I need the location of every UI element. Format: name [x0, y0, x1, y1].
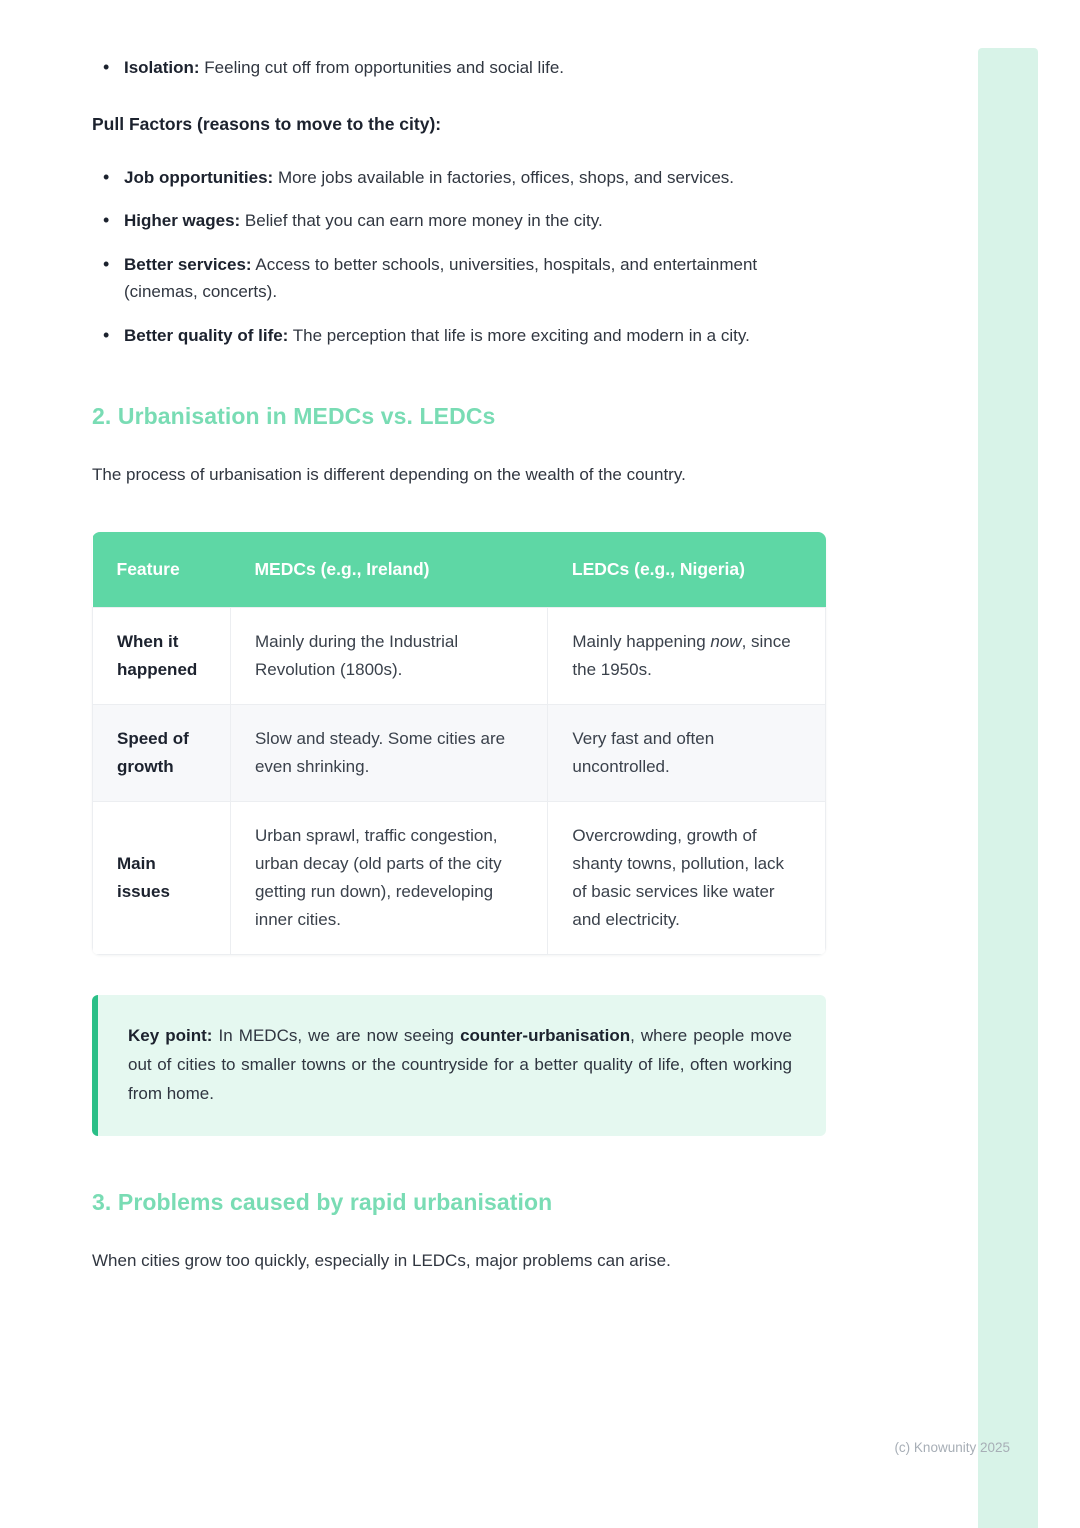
table-header-row — [93, 532, 826, 607]
medc-cell: Slow and steady. Some cities are even shrinking. — [230, 704, 547, 801]
key-point-callout — [92, 995, 826, 1136]
key-point-text-2: , where people move out of cities to smaller towns or the countryside for a better quality of life, often working from home. — [128, 1026, 792, 1103]
medc-ledc-comparison-table — [92, 532, 826, 955]
bullet-text: More jobs available in factories, offices, shops, and services. — [273, 167, 735, 187]
ledc-text-italic: now — [710, 631, 742, 651]
list-item-better-services — [92, 251, 826, 306]
ledc-text-pre: Mainly happening — [572, 631, 711, 651]
ledc-cell: Very fast and often uncontrolled. — [548, 704, 826, 801]
page-content — [92, 48, 826, 1274]
pull-factors-heading: Pull Factors (reasons to move to the city): — [92, 113, 442, 134]
feature-cell: Speed of growth — [93, 704, 231, 801]
list-item-higher-wages — [92, 207, 826, 235]
bullet-label: Better quality of life: — [124, 326, 289, 345]
ledc-cell: Overcrowding, growth of shanty towns, pollution, lack of basic services like water and electricity. — [548, 801, 826, 954]
table-row-when-it-happened — [93, 607, 826, 704]
decorative-side-strip — [978, 48, 1038, 1528]
copyright-footer: (c) Knowunity 2025 — [894, 1440, 1010, 1455]
table-header-ledcs: LEDCs (e.g., Nigeria) — [548, 532, 826, 607]
isolation-bullet-list — [92, 54, 826, 82]
list-item-isolation — [92, 54, 826, 82]
table-row-main-issues — [93, 801, 826, 954]
key-point-text — [128, 1022, 792, 1109]
key-point-bold-term: counter-urbanisation — [460, 1026, 631, 1046]
pull-factors-list — [92, 164, 826, 350]
bullet-text: The perception that life is more exciting and modern in a city. — [288, 326, 750, 345]
table-row-speed-of-growth — [93, 704, 826, 801]
medc-cell: Mainly during the Industrial Revolution (1800s). — [230, 607, 547, 704]
bullet-text: Feeling cut off from opportunities and social life. — [199, 58, 564, 77]
list-item-better-quality-of-life — [92, 322, 826, 350]
bullet-label: Higher wages: — [124, 211, 241, 231]
comparison-table — [92, 532, 826, 955]
ledc-cell — [548, 607, 826, 704]
feature-cell: Main issues — [93, 801, 231, 954]
bullet-label: Job opportunities: — [124, 167, 274, 187]
table-header-medcs: MEDCs (e.g., Ireland) — [230, 532, 547, 607]
feature-cell: When it happened — [93, 607, 231, 704]
key-point-text-1: In MEDCs, we are now seeing — [212, 1026, 461, 1046]
table-header-feature: Feature — [93, 532, 231, 607]
section-2-intro-paragraph: The process of urbanisation is different depending on the wealth of the country. — [92, 464, 686, 484]
section-2-heading: 2. Urbanisation in MEDCs vs. LEDCs — [92, 402, 496, 429]
bullet-text: Access to better schools, universities, hospitals, and entertainment (cinemas, concerts). — [124, 254, 758, 302]
bullet-label: Isolation: — [124, 58, 200, 77]
section-3-intro-paragraph: When cities grow too quickly, especially in LEDCs, major problems can arise. — [92, 1250, 671, 1270]
ledc-text-post: , since the 1950s. — [572, 631, 791, 679]
bullet-text: Belief that you can earn more money in the city. — [240, 211, 603, 231]
list-item-job-opportunities — [92, 164, 826, 192]
medc-cell: Urban sprawl, traffic congestion, urban decay (old parts of the city getting run down), redeveloping inner cities. — [230, 801, 547, 954]
bullet-label: Better services: — [124, 254, 252, 274]
key-point-label: Key point: — [128, 1026, 213, 1046]
section-3-heading: 3. Problems caused by rapid urbanisation — [92, 1188, 553, 1215]
